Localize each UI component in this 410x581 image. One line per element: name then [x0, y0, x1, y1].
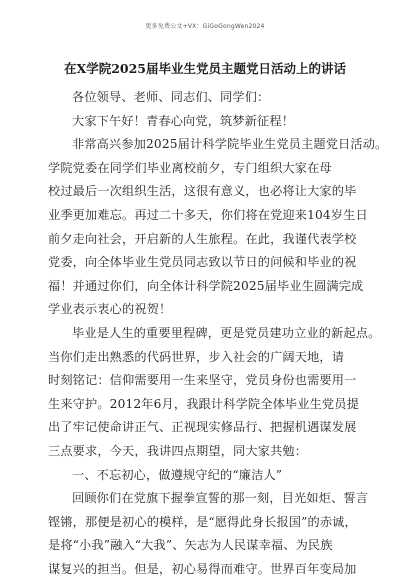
body-line: 大家下午好！青春心向党，筑梦新征程！ [72, 113, 295, 128]
body-line: 毕业是人生的重要里程碑，更是党员建功立业的新起点。 [72, 325, 381, 340]
header-watermark: 更多免费公文+VX：GiGoGongWen2024 [145, 23, 265, 30]
body-line: 当你们走出熟悉的代码世界，步入社会的广阔天地，请 [48, 349, 345, 364]
body-line: 三点要求，今天，我讲四点期望，同大家共勉： [48, 443, 308, 458]
body-line: 出了牢记使命讲正气、正视现实修品行、把握机遇谋发展 [48, 420, 357, 435]
body-line: 业季更加难忘。再过二十多天，你们将在党迎来104岁生日 [48, 207, 368, 222]
body-line: 谋复兴的担当。但是，初心易得而难守。世界百年变局加 [48, 561, 357, 576]
speech-body [48, 86, 388, 581]
body-line: 福！并通过你们，向全体计科学院2025届毕业生圆满完成 [48, 278, 364, 293]
body-line: 一、不忘初心，做遵规守纪的“廉洁人” [72, 467, 283, 482]
body-line: 生来守护。2012年6月，我跟计科学院全体毕业生党员提 [48, 396, 359, 411]
body-line: 非常高兴参加2025届计科学院毕业生党员主题党日活动。 [72, 137, 388, 152]
body-line: 是将“小我”融入“大我”、矢志为人民谋幸福、为民族 [48, 538, 333, 553]
body-line: 校过最后一次组织生活，这很有意义，也必将让大家的毕 [48, 184, 357, 199]
body-line: 学业表示衷心的祝贺！ [48, 302, 172, 317]
body-line: 党委，向全体毕业生党员同志致以节日的问候和毕业的祝 [48, 255, 357, 270]
body-line: 回顾你们在党旗下握拳宣誓的那一刻，目光如炬、誓言 [72, 491, 369, 506]
body-line: 铿锵，那便是初心的模样，是“愿得此身长报国”的赤诚， [48, 514, 357, 529]
body-line: 时刻铭记：信仰需要用一生来坚守，党员身份也需要用一 [48, 373, 357, 388]
body-line: 各位领导、老师、同志们、同学们： [72, 90, 270, 104]
speech-title: 在X学院2025届毕业生党员主题党日活动上的讲话 [64, 61, 346, 76]
body-line: 前夕走向社会，开启新的人生旅程。在此，我谨代表学校 [48, 231, 357, 246]
body-line: 学院党委在同学们毕业离校前夕，专门组织大家在母 [48, 160, 332, 175]
